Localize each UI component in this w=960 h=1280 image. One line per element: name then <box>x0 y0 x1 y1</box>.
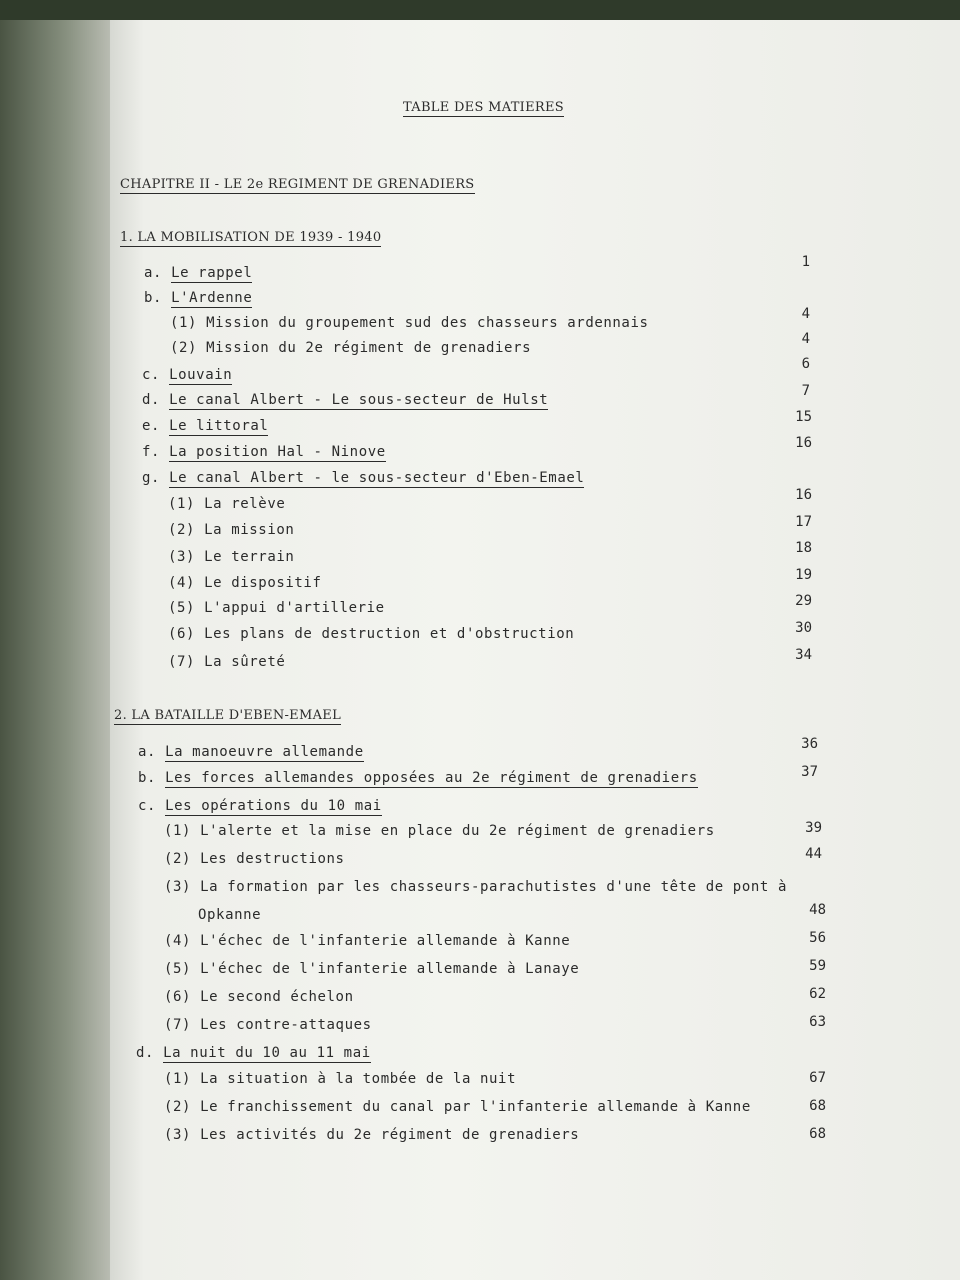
toc-entry: (5) L'appui d'artillerie <box>168 600 385 616</box>
toc-page-number: 68 <box>809 1126 826 1142</box>
document-page <box>110 20 960 1280</box>
toc-entry: (2) La mission <box>168 522 295 538</box>
toc-page-number: 30 <box>795 620 812 636</box>
toc-entry: c. Les opérations du 10 mai <box>138 798 382 814</box>
toc-entry: c. Louvain <box>142 367 233 383</box>
toc-entry: (4) L'échec de l'infanterie allemande à Kanne <box>164 933 571 949</box>
toc-entry: (2) Le franchissement du canal par l'infanterie allemande à Kanne <box>164 1099 751 1115</box>
toc-entry: d. Le canal Albert - Le sous-secteur de Hulst <box>142 392 549 408</box>
toc-entry: (1) La relève <box>168 496 286 512</box>
toc-page-number: 17 <box>795 514 812 530</box>
toc-entry: Opkanne <box>198 907 262 923</box>
toc-page-number: 36 <box>801 736 818 752</box>
toc-page-number: 68 <box>809 1098 826 1114</box>
toc-page-number: 29 <box>795 593 812 609</box>
toc-page-number: 19 <box>795 567 812 583</box>
toc-page-number: 15 <box>795 409 812 425</box>
section-heading-1: 1. LA MOBILISATION DE 1939 - 1940 <box>120 230 382 245</box>
book-binding <box>0 20 110 1280</box>
toc-entry: (3) Le terrain <box>168 549 295 565</box>
toc-entry: (7) Les contre-attaques <box>164 1017 372 1033</box>
toc-entry: (2) Les destructions <box>164 851 345 867</box>
toc-page-number: 16 <box>795 435 812 451</box>
toc-page-number: 56 <box>809 930 826 946</box>
toc-page-number: 18 <box>795 540 812 556</box>
toc-page-number: 48 <box>809 902 826 918</box>
toc-entry: b. L'Ardenne <box>144 290 253 306</box>
toc-entry: d. La nuit du 10 au 11 mai <box>136 1045 371 1061</box>
toc-entry: e. Le littoral <box>142 418 269 434</box>
toc-entry: a. Le rappel <box>144 265 253 281</box>
toc-entry: (2) Mission du 2e régiment de grenadiers <box>170 340 532 356</box>
toc-page-number: 1 <box>801 254 810 270</box>
toc-entry: (6) Le second échelon <box>164 989 354 1005</box>
toc-entry: (4) Le dispositif <box>168 575 322 591</box>
toc-entry: a. La manoeuvre allemande <box>138 744 364 760</box>
toc-page-number: 16 <box>795 487 812 503</box>
toc-page-number: 4 <box>801 306 810 322</box>
toc-page-number: 6 <box>801 356 810 372</box>
section-heading-2: 2. LA BATAILLE D'EBEN-EMAEL <box>114 708 341 723</box>
toc-page-number: 62 <box>809 986 826 1002</box>
chapter-heading: CHAPITRE II - LE 2e REGIMENT DE GRENADIERS <box>120 177 475 192</box>
toc-page-number: 39 <box>805 820 822 836</box>
toc-entry: f. La position Hal - Ninove <box>142 444 386 460</box>
toc-entry: b. Les forces allemandes opposées au 2e régiment de grenadiers <box>138 770 698 786</box>
toc-page-number: 7 <box>801 383 810 399</box>
toc-page-number: 37 <box>801 764 818 780</box>
toc-entry: (3) Les activités du 2e régiment de grenadiers <box>164 1127 580 1143</box>
toc-entry: (7) La sûreté <box>168 654 286 670</box>
page-title: TABLE DES MATIERES <box>403 100 564 115</box>
toc-entry: g. Le canal Albert - le sous-secteur d'Eben-Emael <box>142 470 585 486</box>
toc-page-number: 34 <box>795 647 812 663</box>
toc-entry: (5) L'échec de l'infanterie allemande à Lanaye <box>164 961 580 977</box>
toc-page-number: 67 <box>809 1070 826 1086</box>
toc-page-number: 4 <box>801 331 810 347</box>
toc-page-number: 44 <box>805 846 822 862</box>
toc-page-number: 59 <box>809 958 826 974</box>
toc-entry: (1) La situation à la tombée de la nuit <box>164 1071 517 1087</box>
toc-entry: (3) La formation par les chasseurs-parachutistes d'une tête de pont à <box>164 879 787 895</box>
toc-entry: (1) L'alerte et la mise en place du 2e régiment de grenadiers <box>164 823 715 839</box>
toc-entry: (6) Les plans de destruction et d'obstruction <box>168 626 575 642</box>
toc-page-number: 63 <box>809 1014 826 1030</box>
toc-entry: (1) Mission du groupement sud des chasseurs ardennais <box>170 315 649 331</box>
